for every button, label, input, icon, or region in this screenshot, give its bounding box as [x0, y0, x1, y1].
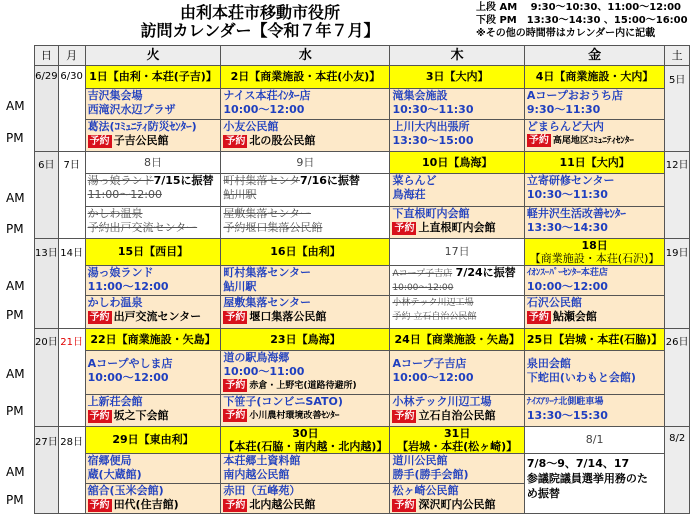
week3-head-row: [35, 239, 690, 266]
w3-fri-am1: ｲｵﾝｽｰﾊﾟｰｾﾝﾀｰ本荘店: [526, 268, 608, 278]
w3-fri-head2: 【商業施設・本荘(石沢)】: [529, 252, 660, 265]
w2-tue-am1b: 7/15に振替: [153, 174, 214, 187]
w2-fri-pm: [524, 207, 664, 239]
reserve-badge: 予約: [89, 312, 110, 323]
w2-tue-am1: 湯っ娘ランド: [87, 174, 154, 187]
w1-tue-head: 1日【由利・本荘(子吉)】: [85, 66, 221, 89]
w4-wed-am2: 10:00～11:00: [223, 365, 305, 378]
w3-wed-head: 16日【由利】: [221, 239, 390, 266]
w5-thu-am1: 道川公民館: [392, 454, 448, 467]
am-label-w3: AM: [6, 279, 25, 293]
w2-wed-am: [221, 174, 390, 207]
w5-mon: 28日: [58, 427, 85, 514]
w2-mon: 7日: [58, 152, 85, 239]
w5-sat: 8/2: [665, 427, 690, 514]
w4-fri-pm2: 13:30～15:30: [526, 409, 608, 422]
reserve-badge: 予約: [89, 500, 110, 511]
w5-tue-pm2: 田代(住吉館): [113, 498, 179, 511]
w2-thu-head: 10日【鳥海】: [390, 152, 524, 174]
w4-tue-head: 22日【商業施設・矢島】: [85, 329, 221, 351]
w1-wed-am2: 10:00～12:00: [223, 103, 305, 116]
w1-wed-pm: [221, 120, 390, 152]
w1-fri-pm2: 高尾地区ｺﾐｭﾆﾃｨｾﾝﾀｰ: [552, 136, 634, 146]
w1-fri-pm1: どまらんど大内: [526, 120, 604, 133]
w2-thu-pm: [390, 207, 524, 239]
reserve-badge: 予約: [225, 136, 246, 147]
w2-fri-am: [524, 174, 664, 207]
w3-wed-am2: 鮎川駅: [223, 280, 257, 293]
w5-thu-am2: 勝手(勝手会館): [392, 468, 469, 481]
w2-tue-head: 8日: [85, 152, 221, 174]
w1-mon: 6/30: [58, 66, 85, 152]
weekday-header: [35, 46, 690, 66]
am-label-w4: AM: [6, 367, 25, 381]
w3-wed-am1: 町村集落センター: [223, 266, 311, 279]
w4-thu-am: [390, 351, 524, 395]
w1-wed-pm2: 北の股公民館: [249, 134, 316, 147]
w1-sun: 6/29: [35, 66, 59, 152]
w4-sat: 26日: [665, 329, 690, 427]
w2-fri-head: 11日【大内】: [524, 152, 664, 174]
w4-thu-pm: [390, 395, 524, 427]
w5-wed-head1: 30日: [292, 427, 319, 440]
w3-wed-pm2: 堰口集落公民館: [249, 310, 327, 323]
w4-wed-pm1: 下笹子(コンビニSATO): [223, 395, 343, 408]
w4-thu-am1: Aコープ子吉店: [392, 357, 467, 370]
w4-fri-pm1: ﾅｲｽｱﾘｰﾅ北側駐車場: [526, 397, 604, 407]
w3-tue-pm1: かしわ温泉: [87, 296, 143, 309]
header-fri: 金: [524, 46, 664, 66]
w3-thu-pm1: 小林テック川辺工場: [392, 298, 474, 308]
reserve-badge: 予約: [394, 223, 415, 234]
week1-am-row: [35, 89, 690, 120]
w2-thu-am2: 鳥海荘: [392, 188, 426, 201]
w3-tue-am2: 11:00～12:00: [87, 280, 169, 293]
am-label-w5: AM: [6, 465, 25, 479]
w2-wed-head: 9日: [221, 152, 390, 174]
w1-wed-am: [221, 89, 390, 120]
w3-thu-am1: Aコープ子吉店: [392, 269, 453, 279]
w3-tue-head: 15日【西目】: [85, 239, 221, 266]
w1-thu-pm2: 13:30～15:00: [392, 134, 474, 147]
reserve-badge: 予約: [225, 500, 246, 511]
w5-tue-am: [85, 454, 221, 484]
header-thu: 木: [390, 46, 524, 66]
w3-sun: 13日: [35, 239, 59, 329]
w2-wed-am1: 町村集落センタ: [223, 174, 300, 187]
w2-tue-pm2: 予約出戸交流センター: [87, 221, 198, 234]
w1-fri-pm: [524, 120, 664, 152]
w2-sun: 6日: [35, 152, 59, 239]
w5-wed-pm: [221, 484, 390, 514]
w3-sat: 19日: [665, 239, 690, 329]
w2-thu-pm2: 上直根町内会館: [418, 221, 496, 234]
w1-fri-am1: Aコープおおうち店: [526, 89, 623, 102]
w3-tue-am: [85, 266, 221, 296]
w4-thu-pm1: 小林テック川辺工場: [392, 395, 492, 408]
w1-thu-pm1: 上川大内出張所: [392, 120, 470, 133]
week3-pm-row: [35, 296, 690, 329]
w1-wed-am1: ナイス本荘ｲﾝﾀｰ店: [223, 89, 311, 102]
w3-fri-am: [524, 266, 664, 296]
times-note: ※その他の時間帯はカレンダー内に記載: [476, 28, 656, 39]
week1-head-row: [35, 66, 690, 89]
title-line2: 訪問カレンダー【令和７年７月】: [140, 21, 380, 40]
w2-thu-pm1: 下直根町内会館: [392, 207, 470, 220]
w1-thu-am1: 滝集会施設: [392, 89, 448, 102]
w3-fri-am2: 10:00～12:00: [526, 280, 608, 293]
w1-fri-head: 4日【商業施設・大内】: [524, 66, 664, 89]
w3-thu-pm: [390, 296, 524, 329]
page-title: [110, 4, 410, 40]
w4-tue-am2: 10:00～12:00: [87, 371, 169, 384]
w1-thu-am2: 10:30～11:30: [392, 103, 474, 116]
pm-label-w1: PM: [6, 131, 24, 145]
w1-tue-pm2: 子吉公民館: [113, 134, 169, 147]
w5-tue-head: 29日【東由利】: [85, 427, 221, 454]
w5-tue-pm1: 舘合(玉米会館): [87, 484, 164, 497]
w5-wed-pm1: 赤田（五峰苑）: [223, 484, 301, 497]
w5-wed-am: [221, 454, 390, 484]
w5-thu-head1: 31日: [444, 427, 471, 440]
w3-fri-head1: 18日: [581, 239, 608, 252]
w5-fri-head: 8/1: [524, 427, 664, 454]
w3-fri-pm1: 石沢公民館: [526, 296, 582, 309]
reserve-badge: 予約: [225, 410, 246, 421]
w3-tue-pm: [85, 296, 221, 329]
w2-tue-pm1: かしわ温泉: [87, 207, 143, 220]
w5-wed-am2: 南内越公民館: [223, 468, 290, 481]
w1-thu-am: [390, 89, 524, 120]
w5-wed-head2: 【本荘(石脇・南内越・北内越)】: [223, 440, 388, 453]
reserve-badge: 予約: [528, 312, 549, 323]
w4-tue-pm1: 上新荘会館: [87, 395, 143, 408]
w1-tue-pm1: 葛法(ｺﾐｭﾆﾃｨ防災ｾﾝﾀｰ): [87, 120, 197, 133]
pm-label-w4: PM: [6, 404, 24, 418]
w5-wed-pm2: 北内越公民館: [249, 498, 316, 511]
pm-label-w2: PM: [6, 222, 24, 236]
w3-wed-am: [221, 266, 390, 296]
w3-fri-pm2: 鮎瀬会館: [552, 310, 597, 323]
w4-tue-am: [85, 351, 221, 395]
w2-wed-am1b: 7/16に振替: [299, 174, 360, 187]
w3-tue-pm2: 出戸交流センター: [113, 310, 202, 323]
calendar-grid: [34, 45, 690, 514]
w4-wed-am1: 道の駅鳥海郷: [223, 351, 290, 364]
w4-wed-pm: [221, 395, 390, 427]
header-wed: 水: [221, 46, 390, 66]
week5-am-row: [35, 454, 690, 484]
w4-thu-pm2: 立石自治公民館: [418, 409, 496, 422]
w4-wed-am3: 赤倉・上野宅(道路待避所): [249, 381, 357, 391]
header-sun: 日: [35, 46, 59, 66]
w4-wed-am: [221, 351, 390, 395]
w5-wed-am1: 本荘郷土資料館: [223, 454, 301, 467]
w5-thu-head: [390, 427, 524, 454]
w5-fri-body1: 7/8～9、7/14、17: [526, 457, 630, 470]
w5-tue-am1: 宿郷便局: [87, 454, 132, 467]
pm-label-w3: PM: [6, 308, 24, 322]
header-tue: 火: [85, 46, 221, 66]
w2-sat: 12日: [665, 152, 690, 239]
w1-wed-pm1: 小友公民館: [223, 120, 279, 133]
w5-fri-body3: め振替: [526, 487, 560, 500]
w2-wed-pm: [221, 207, 390, 239]
w3-thu-head: 17日: [390, 239, 524, 266]
w3-thu-pm2: 予約 立石自治公民館: [392, 312, 477, 322]
w4-tue-pm: [85, 395, 221, 427]
w1-tue-am: [85, 89, 221, 120]
week4-am-row: [35, 351, 690, 395]
w4-thu-am2: 10:00～12:00: [392, 371, 474, 384]
reserve-badge: 予約: [89, 411, 110, 422]
week2-am-row: [35, 174, 690, 207]
w3-tue-am1: 湯っ娘ランド: [87, 266, 154, 279]
w1-tue-am2: 西滝沢水辺プラザ: [87, 103, 176, 116]
am-label-w1: AM: [6, 99, 25, 113]
reserve-badge: 予約: [89, 136, 110, 147]
w1-thu-head: 3日【大内】: [390, 66, 524, 89]
reserve-badge: 予約: [394, 411, 415, 422]
week3-am-row: [35, 266, 690, 296]
w1-tue-pm: [85, 120, 221, 152]
w2-tue-am2: 11:00～12:00: [87, 188, 162, 201]
header-sat: 土: [665, 46, 690, 66]
w4-sun: 20日: [35, 329, 59, 427]
w2-fri-am2: 10:30～11:30: [526, 188, 608, 201]
header-mon: 月: [58, 46, 85, 66]
time-legend: [476, 1, 690, 40]
w3-wed-pm1: 屋敷集落センター: [223, 296, 311, 309]
w4-fri-am1: 泉田会館: [526, 357, 571, 370]
w3-wed-pm: [221, 296, 390, 329]
reserve-badge: 予約: [225, 380, 246, 391]
am-label-w2: AM: [6, 191, 25, 205]
w3-thu-am1b: 7/24に振替: [455, 266, 516, 279]
w2-fri-am1: 立寄研修センター: [526, 174, 615, 187]
w2-fri-pm1: 軽井沢生活改善ｾﾝﾀｰ: [526, 207, 626, 220]
week4-pm-row: [35, 395, 690, 427]
pm-label-w5: PM: [6, 493, 24, 507]
w1-tue-am1: 吉沢集会場: [87, 89, 143, 102]
w4-fri-am2: 下蛇田(いわもと会館): [526, 371, 636, 384]
w2-tue-am: [85, 174, 221, 207]
w4-fri-am: [524, 351, 664, 395]
w5-thu-pm2: 深沢町内公民館: [418, 498, 496, 511]
w3-mon: 14日: [58, 239, 85, 329]
w3-fri-head: [524, 239, 664, 266]
w5-thu-pm: [390, 484, 524, 514]
week2-head-row: [35, 152, 690, 174]
w5-thu-pm1: 松ヶ崎公民館: [392, 484, 459, 497]
w4-fri-pm: [524, 395, 664, 427]
w3-thu-am2: 10:00～12:00: [392, 283, 454, 293]
w4-wed-head: 23日【鳥海】: [221, 329, 390, 351]
reserve-badge: 予約: [528, 135, 549, 146]
w2-wed-pm1: 屋敷集落センター: [223, 207, 311, 220]
am-times: 上段 AM 9:30～10:30、11:00～12:00: [476, 2, 682, 13]
w4-thu-head: 24日【商業施設・矢島】: [390, 329, 524, 351]
w5-thu-head2: 【岩城・本荘(松ヶ崎)】: [397, 440, 518, 453]
w5-wed-head: [221, 427, 390, 454]
week4-head-row: [35, 329, 690, 351]
week1-pm-row: [35, 120, 690, 152]
w2-tue-pm: [85, 207, 221, 239]
w1-sat: 5日: [665, 66, 690, 152]
w4-fri-head: 25日【岩城・本荘(石脇)】: [524, 329, 664, 351]
w5-tue-am2: 蔵(大蔵館): [87, 468, 142, 481]
week5-head-row: [35, 427, 690, 454]
w5-tue-pm: [85, 484, 221, 514]
w5-fri-body2: 参議院議員選挙用務のた: [526, 472, 648, 485]
pm-times: 下段 PM 13:30～14:30 、15:00～16:00: [476, 15, 688, 26]
w4-mon: 21日: [58, 329, 85, 427]
w4-wed-pm2: 小川農村環境改善ｾﾝﾀｰ: [249, 411, 340, 421]
w5-fri-note: [524, 454, 664, 514]
title-line1: 由利本荘市移動市役所: [179, 3, 340, 22]
w4-tue-am1: Aコープやしま店: [87, 357, 173, 370]
w4-tue-pm2: 坂之下会館: [113, 409, 169, 422]
week2-pm-row: [35, 207, 690, 239]
reserve-badge: 予約: [225, 312, 246, 323]
reserve-badge: 予約: [394, 500, 415, 511]
w3-thu-am: [390, 266, 524, 296]
w2-wed-pm2: 予約堰口集落公民館: [223, 221, 323, 234]
w2-thu-am1: 菜らんど: [392, 174, 437, 187]
w3-fri-pm: [524, 296, 664, 329]
w2-thu-am: [390, 174, 524, 207]
w1-thu-pm: [390, 120, 524, 152]
w5-thu-am: [390, 454, 524, 484]
w1-fri-am2: 9:30～11:30: [526, 103, 601, 116]
w1-fri-am: [524, 89, 664, 120]
w5-sun: 27日: [35, 427, 59, 514]
w1-wed-head: 2日【商業施設・本荘(小友)】: [221, 66, 390, 89]
w2-fri-pm2: 13:30～14:30: [526, 221, 608, 234]
w2-wed-am2: 鮎川駅: [223, 188, 257, 201]
